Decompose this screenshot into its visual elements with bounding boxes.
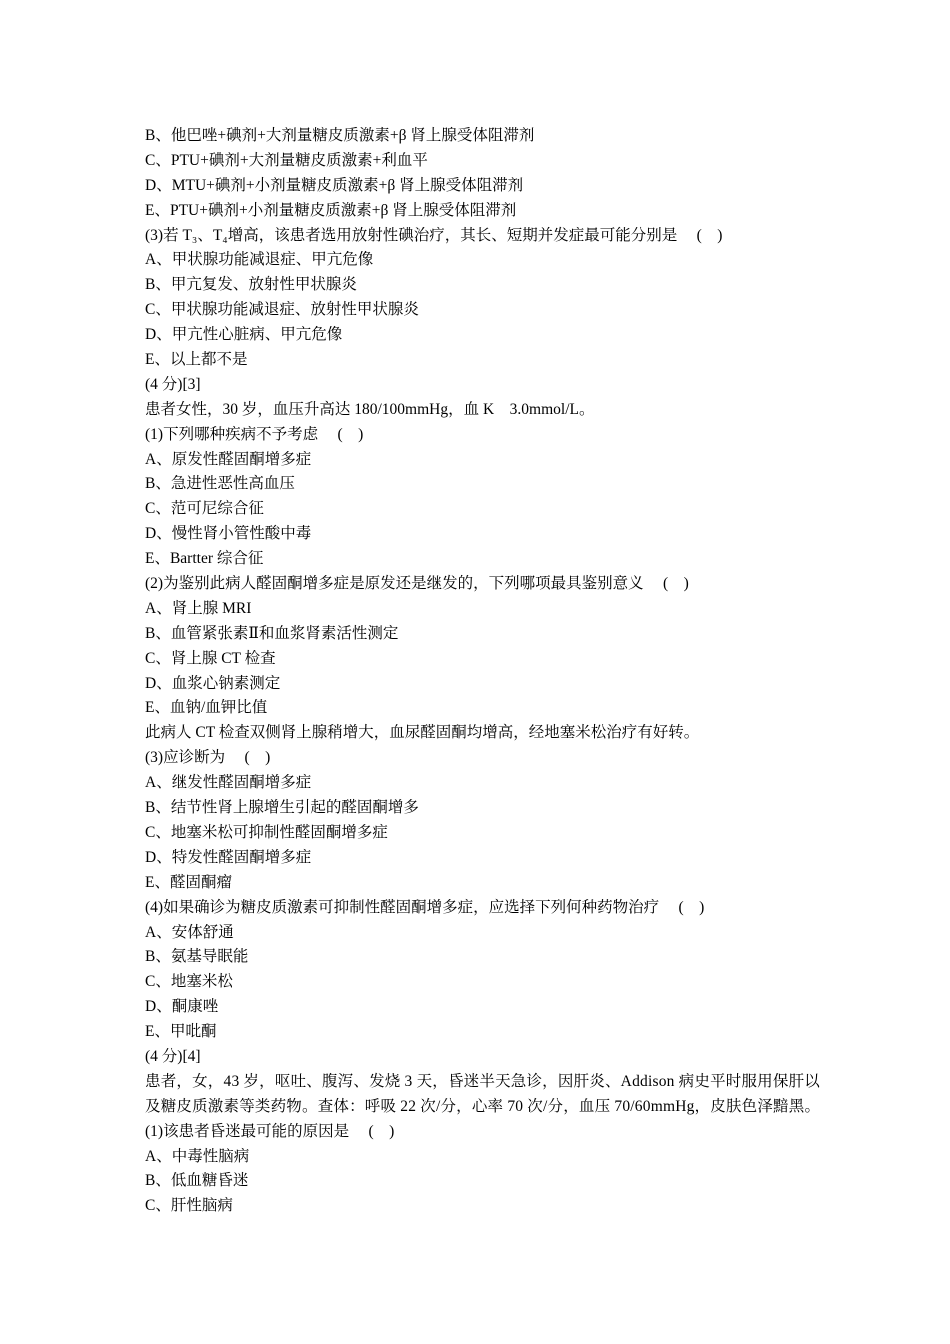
option-line: B、血管紧张素Ⅱ和血浆肾素活性测定 [145, 624, 399, 642]
question-line: (1)下列哪种疾病不予考虑 ( ) [145, 425, 364, 443]
option-line: A、继发性醛固酮增多症 [145, 774, 312, 792]
option-line: A、甲状腺功能减退症、甲亢危像 [145, 251, 374, 269]
option-line: C、地塞米松 [145, 973, 233, 991]
option-line: E、醛固酮瘤 [145, 873, 232, 891]
option-line: E、血钠/血钾比值 [145, 699, 268, 717]
option-line: A、安体舒通 [145, 923, 234, 941]
option-line: C、肾上腺 CT 检查 [145, 649, 276, 667]
option-line: E、PTU+碘剂+小剂量糖皮质激素+β 肾上腺受体阻滞剂 [145, 201, 517, 219]
section-heading: (4 分)[3] [145, 375, 201, 393]
option-line: B、甲亢复发、放射性甲状腺炎 [145, 276, 357, 294]
option-line: E、Bartter 综合征 [145, 550, 264, 568]
question-line: (3)若 T₃、T₄增高，该患者选用放射性碘治疗，其长、短期并发症最可能分别是 ( ) [145, 226, 723, 244]
option-line: C、PTU+碘剂+大剂量糖皮质激素+利血平 [145, 151, 428, 169]
option-line: C、范可尼综合征 [145, 500, 264, 518]
question-line: (1)该患者昏迷最可能的原因是 ( ) [145, 1122, 395, 1140]
option-line: B、低血糖昏迷 [145, 1172, 249, 1190]
section-heading: (4 分)[4] [145, 1047, 201, 1065]
option-line: C、肝性脑病 [145, 1197, 233, 1215]
document-body [145, 124, 825, 1219]
option-line: A、肾上腺 MRI [145, 599, 252, 617]
option-line: A、原发性醛固酮增多症 [145, 450, 312, 468]
case-description: 患者女性，30 岁，血压升高达 180/100mmHg，血 K 3.0mmol/L。 [145, 400, 595, 418]
question-line: (2)为鉴别此病人醛固酮增多症是原发还是继发的，下列哪项最具鉴别意义 ( ) [145, 575, 689, 593]
option-line: C、地塞米松可抑制性醛固酮增多症 [145, 823, 388, 841]
option-line: C、甲状腺功能减退症、放射性甲状腺炎 [145, 301, 419, 319]
option-line: D、酮康唑 [145, 998, 219, 1016]
option-line: D、血浆心钠素测定 [145, 674, 281, 692]
option-line: B、他巴唑+碘剂+大剂量糖皮质激素+β 肾上腺受体阻滞剂 [145, 127, 535, 144]
option-line: D、MTU+碘剂+小剂量糖皮质激素+β 肾上腺受体阻滞剂 [145, 176, 524, 194]
option-line: D、慢性肾小管性酸中毒 [145, 525, 312, 543]
case-description: 及糖皮质激素等类药物。查体：呼吸 22 次/分，心率 70 次/分，血压 70/60mmHg，皮肤色泽黯黑。 [145, 1097, 821, 1115]
option-line: E、甲吡酮 [145, 1023, 217, 1041]
question-line: (4)如果确诊为糖皮质激素可抑制性醛固酮增多症，应选择下列何种药物治疗 ( ) [145, 898, 705, 916]
question-line: (3)应诊断为 ( ) [145, 749, 271, 767]
option-line: B、结节性肾上腺增生引起的醛固酮增多 [145, 799, 419, 817]
case-description: 患者，女，43 岁，呕吐、腹泻、发烧 3 天，昏迷半天急诊，因肝炎、Addison 病史平时服用保肝以 [145, 1072, 820, 1090]
option-line: E、以上都不是 [145, 351, 248, 369]
option-line: D、特发性醛固酮增多症 [145, 848, 312, 866]
option-line: A、中毒性脑病 [145, 1147, 250, 1165]
case-description: 此病人 CT 检查双侧肾上腺稍增大，血尿醛固酮均增高，经地塞米松治疗有好转。 [145, 724, 700, 742]
option-line: D、甲亢性心脏病、甲亢危像 [145, 326, 343, 344]
option-line: B、急进性恶性高血压 [145, 475, 295, 493]
option-line: B、氨基导眠能 [145, 948, 249, 966]
